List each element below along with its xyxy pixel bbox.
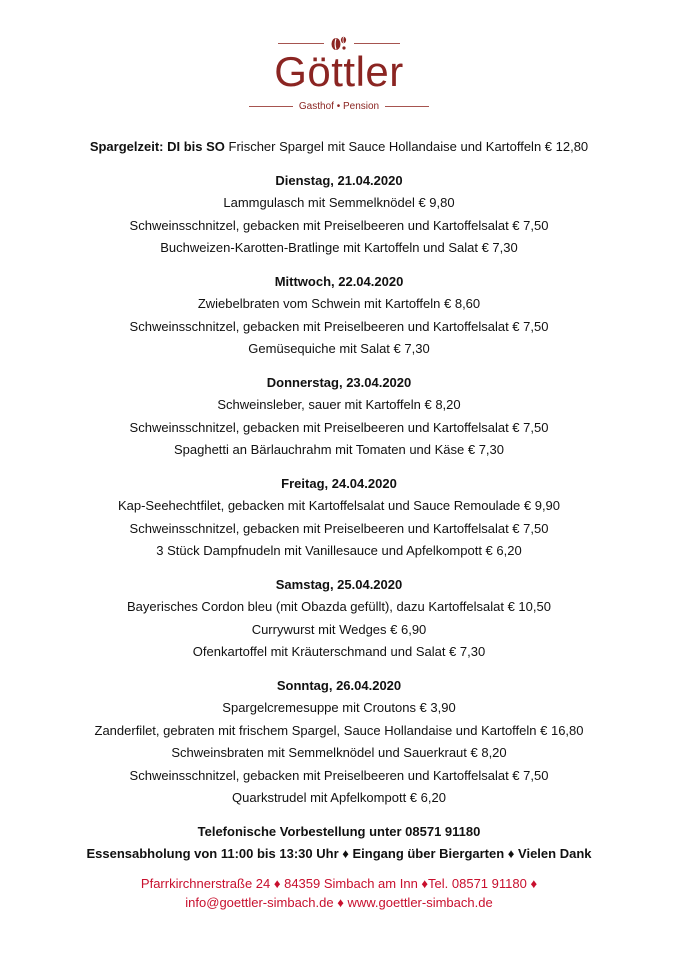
day-tuesday [0, 170, 678, 260]
menu-item: Schweinsschnitzel, gebacken mit Preiselbeeren und Kartoffelsalat € 7,50 [129, 419, 549, 435]
day-thursday [0, 372, 678, 462]
logo-subtitle-rule-right [385, 106, 429, 107]
day-saturday [0, 574, 678, 664]
menu-item: Spargelcremesuppe mit Croutons € 3,90 [222, 700, 456, 715]
logo-subtitle: Gasthof • Pension [298, 101, 380, 112]
menu-content [0, 136, 678, 912]
day-heading: Donnerstag, 23.04.2020 [266, 374, 412, 390]
menu-item: Schweinsschnitzel, gebacken mit Preiselbeeren und Kartoffelsalat € 7,50 [129, 520, 549, 536]
menu-item: Buchweizen-Karotten-Bratlinge mit Kartoffeln und Salat € 7,30 [160, 240, 518, 255]
day-wednesday [0, 271, 678, 361]
logo [0, 30, 678, 120]
intro-text: Frischer Spargel mit Sauce Hollandaise und Kartoffeln € 12,80 [228, 139, 589, 154]
menu-item: Schweinsschnitzel, gebacken mit Preiselbeeren und Kartoffelsalat € 7,50 [129, 217, 549, 233]
menu-item: Quarkstrudel mit Apfelkompott € 6,20 [232, 790, 446, 805]
day-heading: Sonntag, 26.04.2020 [276, 677, 402, 693]
logo-name: Göttler [274, 48, 404, 95]
menu-item: Lammgulasch mit Semmelknödel € 9,80 [223, 195, 455, 210]
footer-address: Pfarrkirchnerstraße 24 ♦ 84359 Simbach am Inn ♦Tel. 08571 91180 ♦ [140, 875, 538, 891]
pickup-notice: Essensabholung von 11:00 bis 13:30 Uhr ♦ Eingang über Biergarten ♦ Vielen Dank [86, 846, 592, 861]
logo-rule-right [354, 43, 400, 44]
footer-web: info@goettler-simbach.de ♦ www.goettler-simbach.de [185, 894, 493, 910]
menu-item: Currywurst mit Wedges € 6,90 [251, 621, 427, 637]
day-heading: Samstag, 25.04.2020 [275, 576, 403, 592]
logo-subtitle-row [0, 101, 678, 113]
logo-rule-left [278, 43, 324, 44]
intro-label: Spargelzeit: DI bis SO [89, 139, 225, 154]
menu-item: Bayerisches Cordon bleu (mit Obazda gefüllt), dazu Kartoffelsalat € 10,50 [127, 599, 551, 614]
menu-item: Spaghetti an Bärlauchrahm mit Tomaten und Käse € 7,30 [173, 442, 505, 457]
day-sunday [0, 675, 678, 810]
menu-item: Schweinsschnitzel, gebacken mit Preiselbeeren und Kartoffelsalat € 7,50 [129, 318, 549, 334]
day-heading: Freitag, 24.04.2020 [281, 475, 397, 491]
menu-item: Zanderfilet, gebraten mit frischem Spargel, Sauce Hollandaise und Kartoffeln € 16,80 [94, 722, 584, 738]
intro-line [0, 136, 678, 159]
menu-item: Schweinsbraten mit Semmelknödel und Sauerkraut € 8,20 [171, 745, 507, 760]
day-heading: Mittwoch, 22.04.2020 [274, 273, 404, 289]
menu-item: Ofenkartoffel mit Kräuterschmand und Salat € 7,30 [192, 644, 486, 659]
logo-subtitle-rule-left [249, 106, 293, 107]
menu-item: Schweinsschnitzel, gebacken mit Preiselbeeren und Kartoffelsalat € 7,50 [129, 767, 549, 783]
menu-item: Schweinsleber, sauer mit Kartoffeln € 8,20 [217, 397, 461, 412]
menu-item: Zwiebelbraten vom Schwein mit Kartoffeln € 8,60 [197, 296, 481, 311]
day-heading: Dienstag, 21.04.2020 [275, 172, 403, 188]
menu-item: Gemüsequiche mit Salat € 7,30 [248, 341, 430, 356]
menu-item: 3 Stück Dampfnudeln mit Vanillesauce und Apfelkompott € 6,20 [156, 543, 522, 558]
phone-order-notice: Telefonische Vorbestellung unter 08571 91180 [197, 823, 481, 839]
day-friday [0, 473, 678, 563]
menu-item: Kap-Seehechtfilet, gebacken mit Kartoffelsalat und Sauce Remoulade € 9,90 [117, 498, 561, 513]
